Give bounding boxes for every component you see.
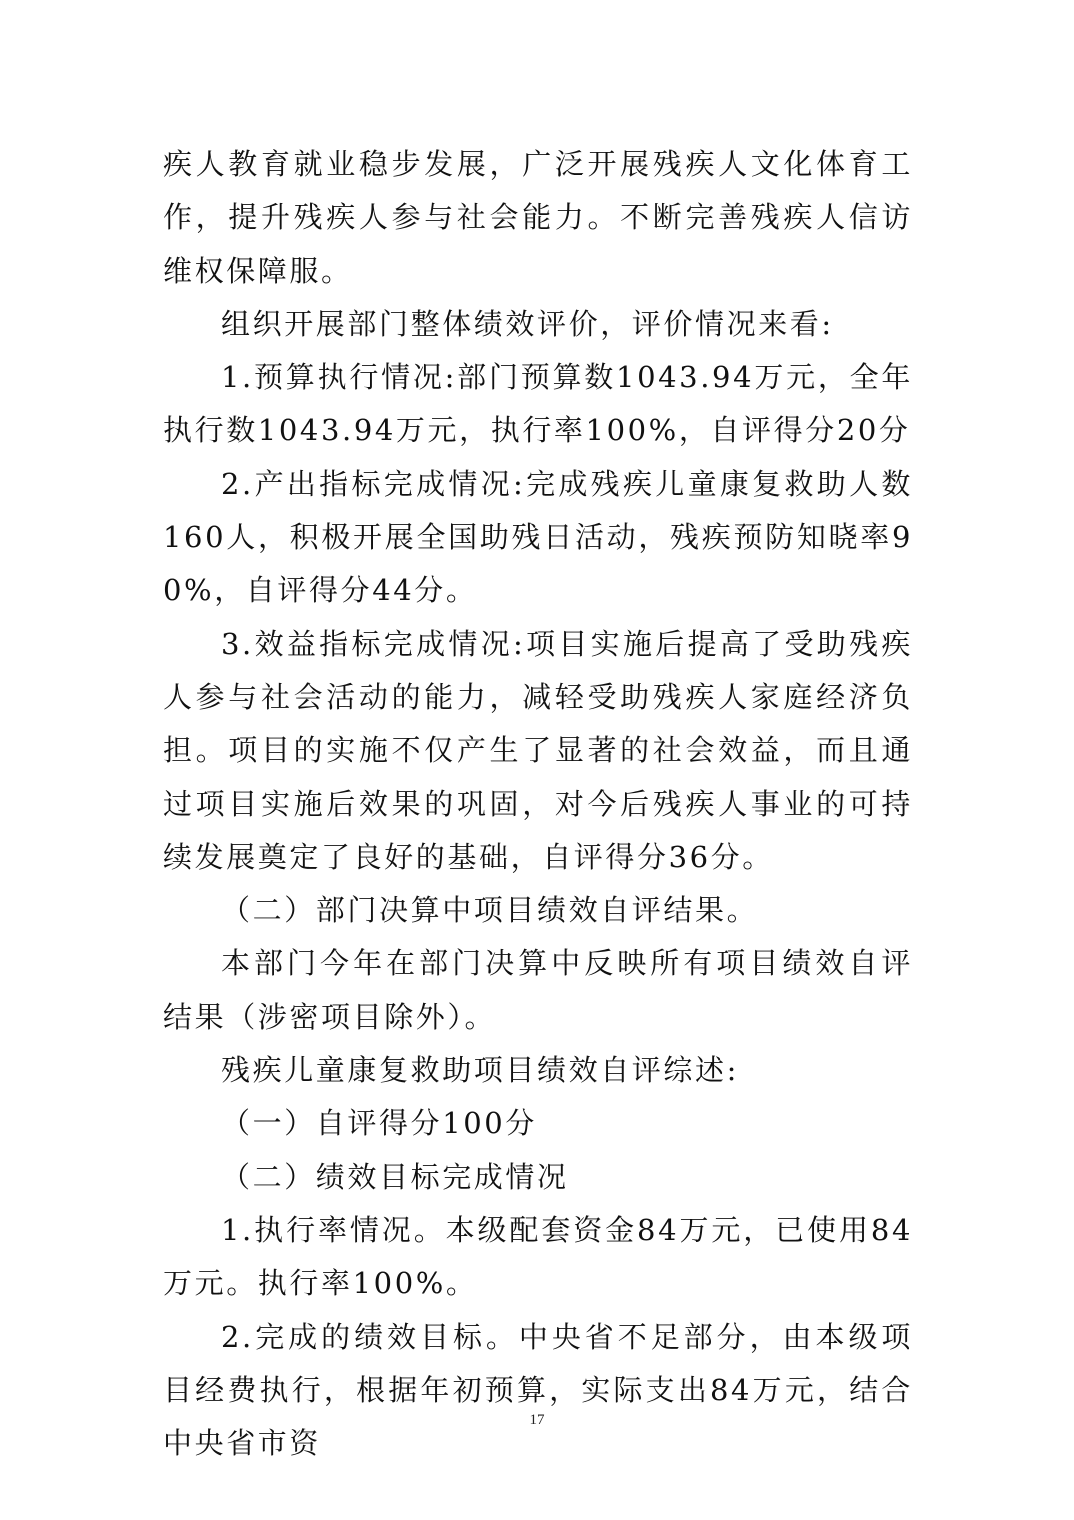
paragraph-evaluation-intro: 组织开展部门整体绩效评价，评价情况来看: [221, 306, 834, 341]
page-number: 17 [529, 1412, 545, 1428]
paragraph-output-indicators: 2.产出指标完成情况:完成残疾儿童康复救助人数160人，积极开展全国助残日活动，残疾预防知晓率90%，自评得分44分。 [163, 466, 913, 608]
document-body [163, 138, 913, 1470]
paragraph-benefit-indicators: 3.效益指标完成情况:项目实施后提高了受助残疾人参与社会活动的能力，减轻受助残疾人家庭经济负担。项目的实施不仅产生了显著的社会效益，而且通过项目实施后效果的巩固，对今后残疾人事业的可持续发展奠定了良好的基础，自评得分36分。 [163, 626, 913, 874]
paragraph-project-summary-title: 残疾儿童康复救助项目绩效自评综述: [221, 1053, 739, 1088]
paragraph-project-results: 本部门今年在部门决算中反映所有项目绩效自评结果（涉密项目除外）。 [163, 946, 913, 1034]
paragraph-continuation: 疾人教育就业稳步发展，广泛开展残疾人文化体育工作，提升残疾人参与社会能力。不断完善残疾人信访维权保障服。 [163, 147, 913, 288]
section-heading-project-results: （二）部门决算中项目绩效自评结果。 [221, 893, 759, 928]
section-heading-self-score: （一）自评得分100分 [221, 1106, 537, 1141]
section-heading-goal-completion: （二）绩效目标完成情况 [221, 1159, 569, 1194]
paragraph-budget-execution: 1.预算执行情况:部门预算数1043.94万元，全年执行数1043.94万元，执行率100%，自评得分20分 [163, 360, 913, 448]
paragraph-execution-rate: 1.执行率情况。本级配套资金84万元，已使用84万元。执行率100%。 [163, 1212, 913, 1301]
paragraph-completed-goals: 2.完成的绩效目标。中央省不足部分，由本级项目经费执行，根据年初预算，实际支出84万元，结合中央省市资 [163, 1319, 913, 1461]
